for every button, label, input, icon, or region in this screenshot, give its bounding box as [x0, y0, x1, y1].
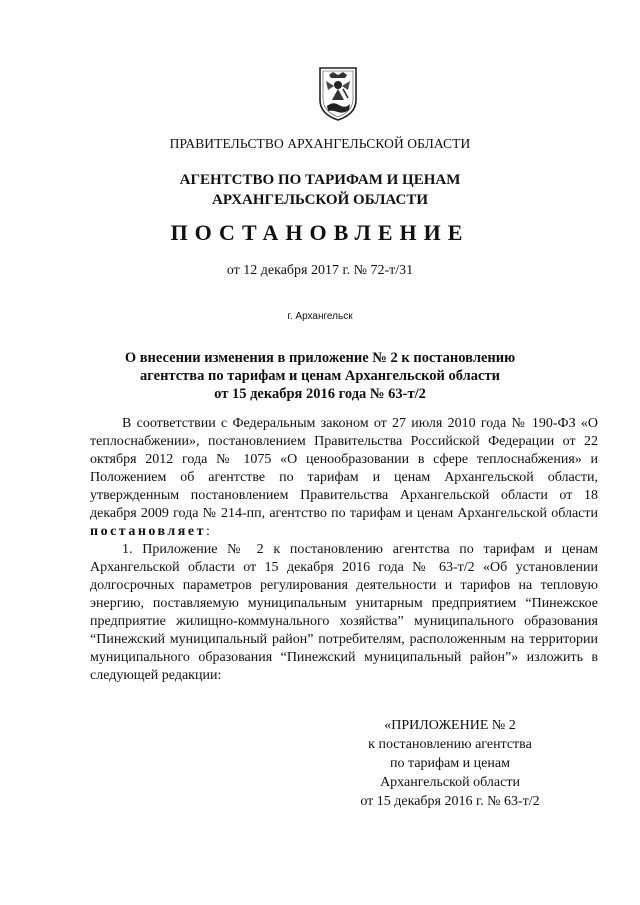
- agency-name-line: АГЕНТСТВО ПО ТАРИФАМ И ЦЕНАМ: [179, 172, 461, 188]
- document-type: ПОСТАНОВЛЕНИЕ: [170, 220, 470, 245]
- appendix-heading: [330, 716, 570, 811]
- preamble-text: В соответствии с Федеральным законом от 27 июля 2010 года № 190-ФЗ «О теплоснабжении», постановлением Правительства Российской Федерации от 22 октября 2012 года № 1075 «О ценообразовании в сфере теплоснабжения» и Положением об агентстве по тарифам и ценам Архангельской области, утвержденным постановлением Правительства Архангельской области от 18 декабря 2009 года № 214-пп, агентство по тарифам и ценам Архангельской области: [90, 416, 598, 521]
- agency-name: [0, 170, 640, 210]
- coat-of-arms-icon: [317, 66, 359, 122]
- decrees-keyword: постановляет: [90, 524, 206, 539]
- document-subject: [0, 349, 640, 403]
- document-date-number: от 12 декабря 2017 г. № 72-т/31: [226, 263, 414, 278]
- agency-name-line: АРХАНГЕЛЬСКОЙ ОБЛАСТИ: [212, 192, 428, 208]
- document-city: г. Архангельск: [287, 311, 353, 322]
- decrees-colon: :: [205, 524, 210, 539]
- subject-line: агентства по тарифам и ценам Архангельской области: [140, 368, 500, 384]
- appendix-line: от 15 декабря 2016 г. № 63-т/2: [360, 794, 540, 809]
- item-paragraph: 1. Приложение № 2 к постановлению агентства по тарифам и ценам Архангельской области от 15 декабря 2016 года № 63-т/2 «Об установлении долгосрочных параметров регулирования деятельности и тарифов на тепловую энергию, поставляемую муниципальным унитарным предприятием “Пинежское предприятие жилищно-коммунального хозяйства” муниципального образования “Пинежский муниципальный район” потребителям, расположенным на территории муниципального образования “Пинежский муниципальный район”» изложить в следующей редакции:: [90, 542, 598, 683]
- preamble-paragraph: [90, 415, 598, 541]
- subject-line: от 15 декабря 2016 года № 63-т/2: [214, 386, 426, 402]
- appendix-line: по тарифам и ценам: [390, 756, 510, 771]
- subject-line: О внесении изменения в приложение № 2 к постановлению: [124, 350, 516, 366]
- appendix-line: Архангельской области: [380, 775, 520, 790]
- appendix-line: к постановлению агентства: [368, 737, 532, 752]
- appendix-line: «ПРИЛОЖЕНИЕ № 2: [384, 718, 516, 733]
- document-body: [90, 415, 598, 685]
- government-name: ПРАВИТЕЛЬСТВО АРХАНГЕЛЬСКОЙ ОБЛАСТИ: [169, 136, 471, 151]
